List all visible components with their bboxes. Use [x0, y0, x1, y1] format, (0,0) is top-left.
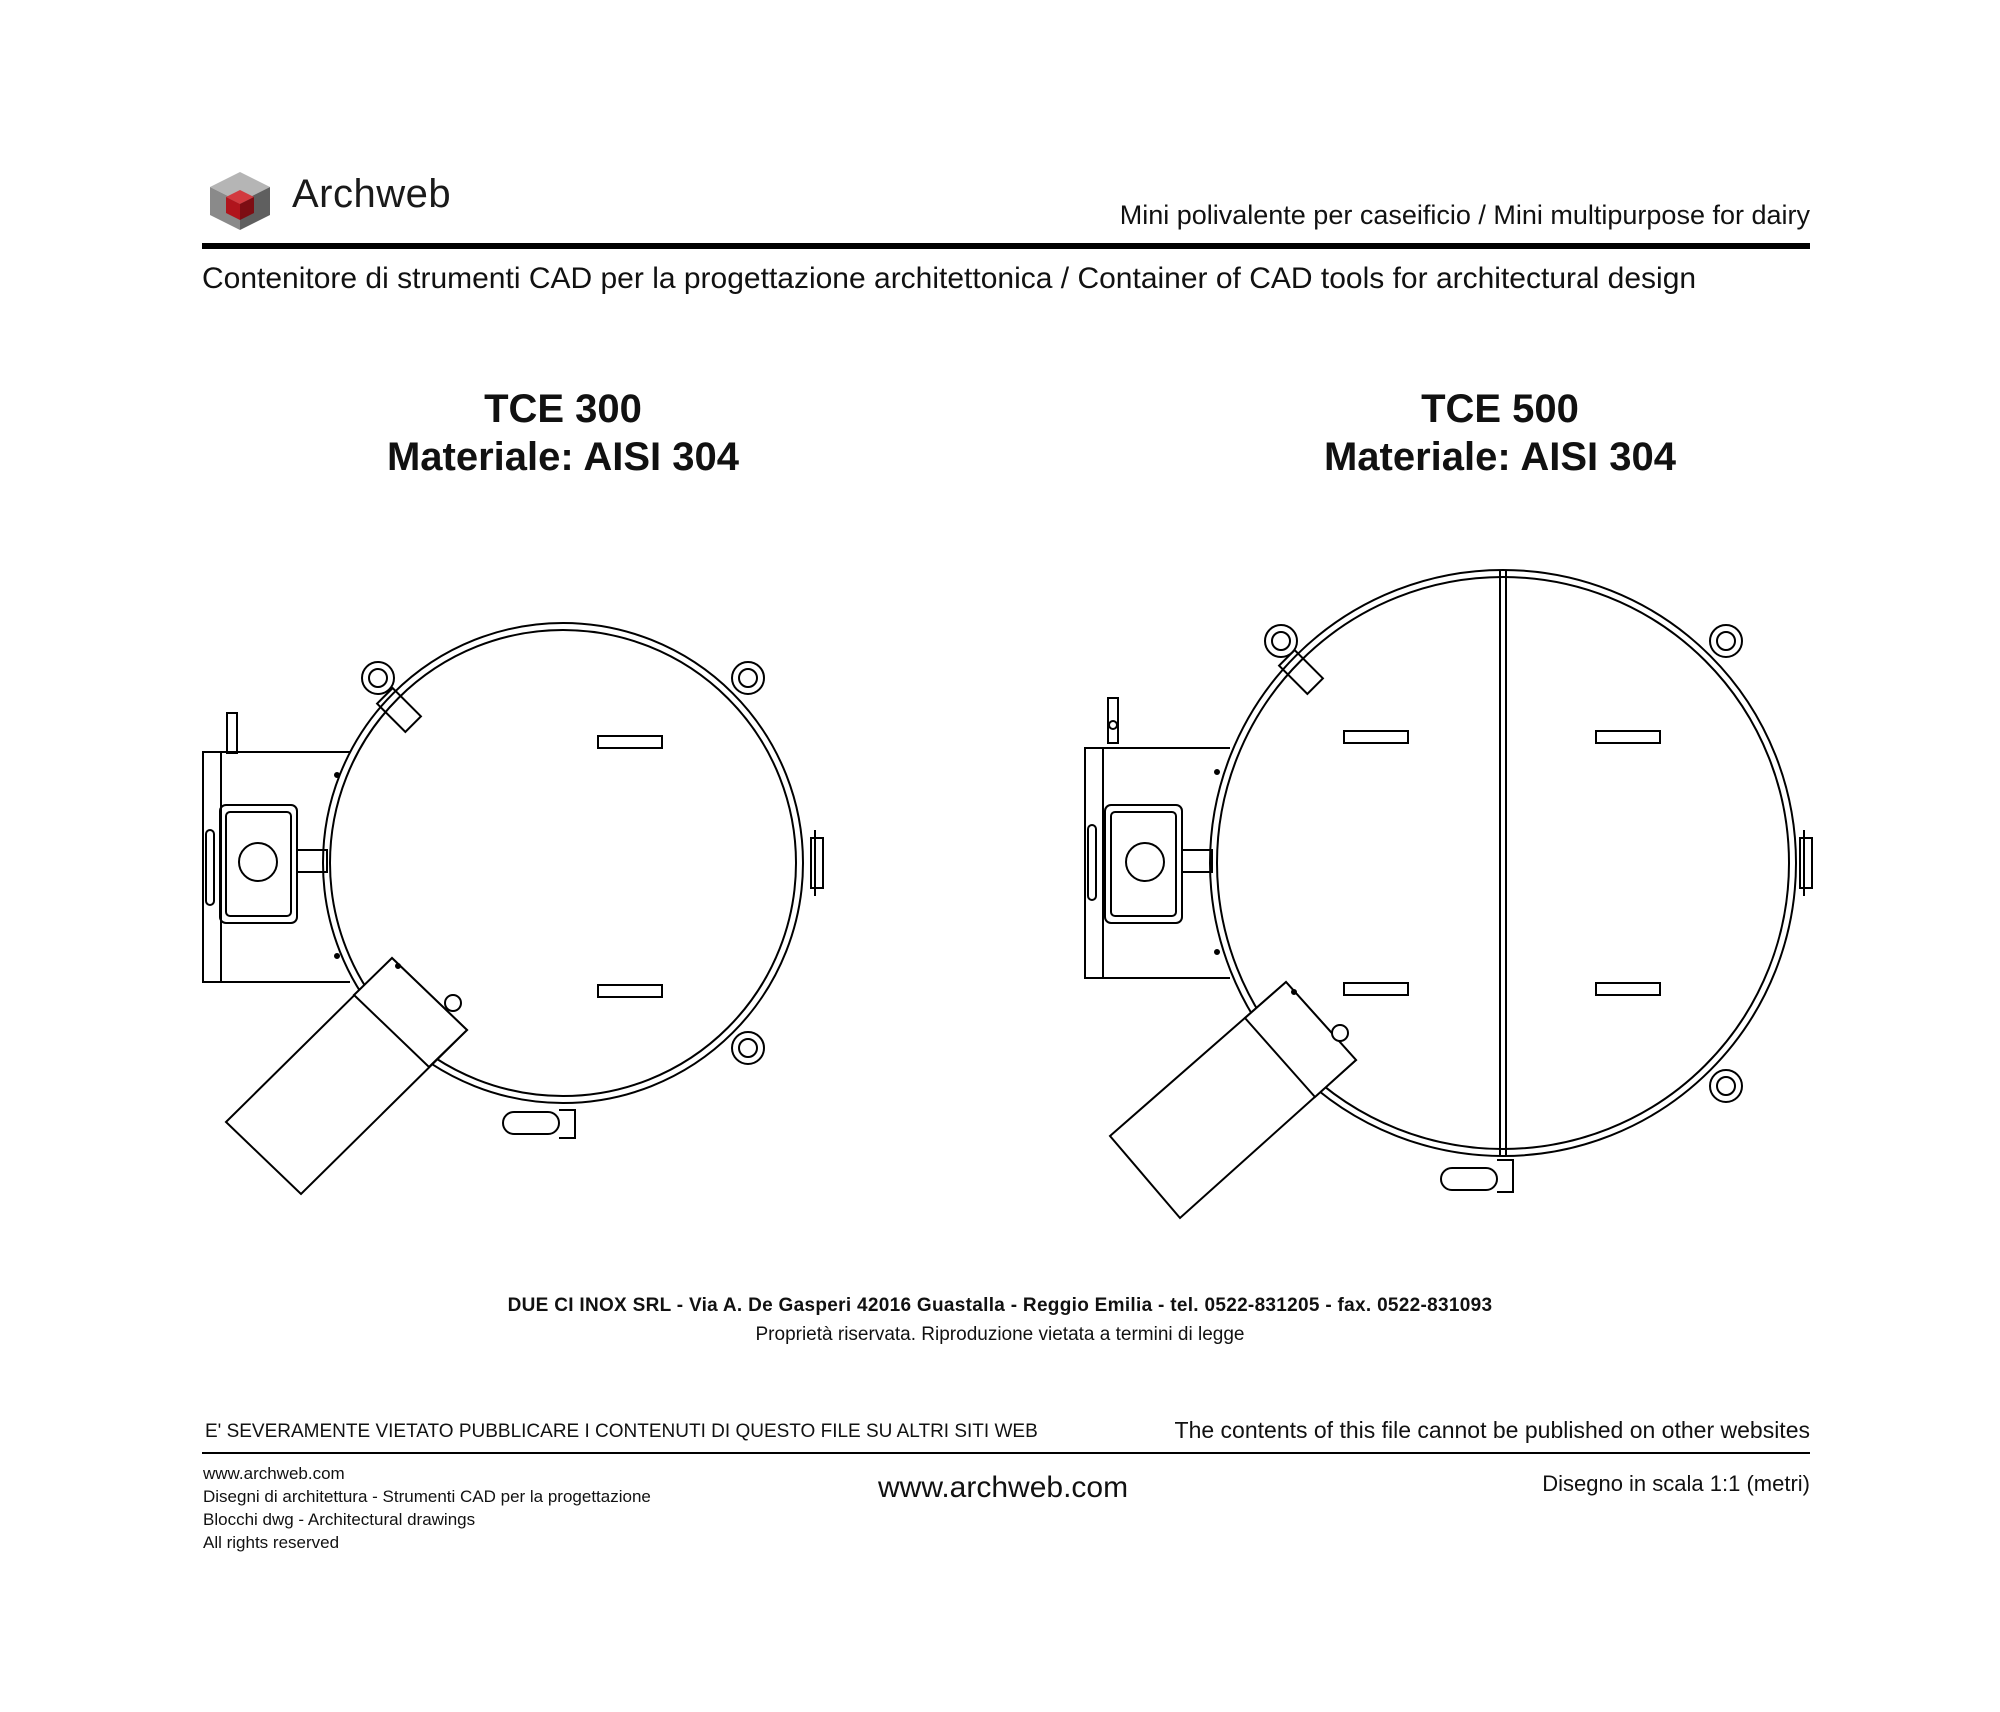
- tce500-lid-slot: [1596, 983, 1660, 995]
- tce500-lid-slot: [1344, 983, 1408, 995]
- tce500-outlet: [1800, 838, 1812, 888]
- tce300-lug: [732, 1032, 764, 1064]
- tce500-motor-box-inner: [1111, 812, 1176, 916]
- tce500-lug: [1710, 1070, 1742, 1102]
- tce500-drain: [1441, 1168, 1497, 1190]
- tce500-lug: [1717, 632, 1735, 650]
- drawing-scale: Disegno in scala 1:1 (metri): [1542, 1471, 1810, 1496]
- brand-name[interactable]: Archweb: [292, 172, 452, 216]
- tce300-lug: [739, 1039, 757, 1057]
- tce300-lug: [369, 669, 387, 687]
- page-subtitle: Mini polivalente per caseificio / Mini multipurpose for dairy: [1119, 200, 1810, 230]
- company-info: DUE CI INOX SRL - Via A. De Gasperi 42016 Guastalla - Reggio Emilia - tel. 0522-831205 - fax. 0522-831093: [507, 1295, 1493, 1316]
- footer-url-link[interactable]: www.archweb.com: [878, 1471, 1129, 1504]
- tce500-drain-cap: [1497, 1160, 1513, 1192]
- tce500-lug: [1717, 1077, 1735, 1095]
- tce300-motor-box-inner: [226, 812, 291, 916]
- tce500-lid-slot: [1596, 731, 1660, 743]
- tce300-drain-cap: [559, 1110, 575, 1138]
- tce300-drain: [503, 1112, 559, 1134]
- tce300-heater-knob: [445, 995, 461, 1011]
- tce300-lug: [362, 662, 394, 694]
- material-label: Materiale: AISI 304: [386, 435, 739, 479]
- tce300-motor-box: [220, 805, 297, 923]
- model-name: TCE 300: [484, 387, 642, 431]
- footer-line: Blocchi dwg - Architectural drawings: [203, 1510, 476, 1529]
- tce500-bolt: [1215, 770, 1219, 774]
- footer-divider: [202, 1452, 1810, 1454]
- tce300-motor-shaft: [239, 843, 277, 881]
- tce500-lid-slot: [1344, 731, 1408, 743]
- tce300-bolt: [335, 954, 339, 958]
- material-label: Materiale: AISI 304: [1323, 435, 1676, 479]
- tce500-bolt: [1292, 990, 1296, 994]
- tce500-plan-drawing: [1085, 570, 1812, 1218]
- warning-italian: E' SEVERAMENTE VIETATO PUBBLICARE I CONTENUTI DI QUESTO FILE SU ALTRI SITI WEB: [205, 1421, 1038, 1442]
- tce500-lug: [1710, 625, 1742, 657]
- tce500-heater-knob: [1332, 1025, 1348, 1041]
- tce300-bolt: [396, 964, 400, 968]
- tce500-coupling: [1182, 850, 1212, 872]
- tce300-rod: [227, 713, 237, 753]
- tce300-handle: [206, 830, 214, 905]
- tce300-outlet: [811, 838, 823, 888]
- tce500-lid-split: [1500, 570, 1506, 1156]
- tce300-lug: [732, 662, 764, 694]
- tce500-rod-pin: [1109, 721, 1117, 729]
- tce500-handle: [1088, 825, 1096, 900]
- rights-notice: Proprietà riservata. Riproduzione vietata a termini di legge: [755, 1324, 1245, 1345]
- model-name: TCE 500: [1421, 387, 1579, 431]
- tce300-lug: [739, 669, 757, 687]
- tce500-lug: [1272, 632, 1290, 650]
- tce300-lid-slot: [598, 736, 662, 748]
- tce500-motor-box: [1105, 805, 1182, 923]
- footer-line: Disegni di architettura - Strumenti CAD per la progettazione: [203, 1487, 651, 1506]
- tce500-motor-shaft: [1126, 843, 1164, 881]
- footer-line: All rights reserved: [203, 1533, 340, 1552]
- footer-info-block: [203, 1462, 651, 1554]
- tce300-heater-box: [226, 958, 467, 1194]
- tce300-valve: [377, 688, 421, 732]
- tce300-lid-slot: [598, 985, 662, 997]
- site-tagline: Contenitore di strumenti CAD per la progettazione architettonica / Container of CAD tools for architectural design: [202, 262, 1697, 295]
- footer-site-link[interactable]: www.archweb.com: [203, 1464, 345, 1483]
- tce500-bolt: [1215, 950, 1219, 954]
- warning-english: The contents of this file cannot be published on other websites: [1174, 1417, 1810, 1443]
- tce300-plan-drawing: [203, 623, 823, 1194]
